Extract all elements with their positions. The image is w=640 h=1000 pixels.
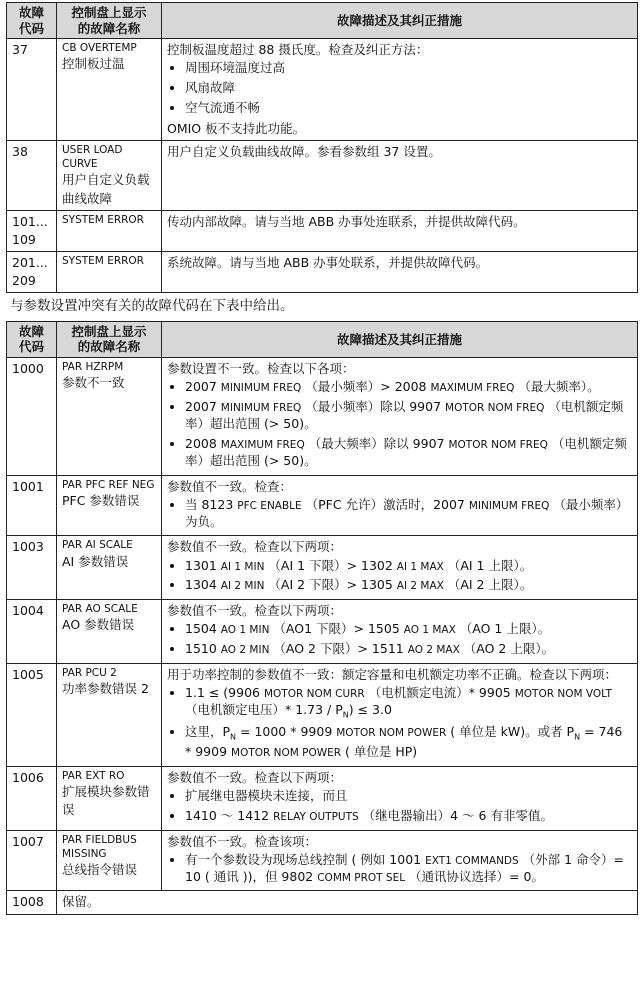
table-row	[7, 536, 638, 600]
fault-name-en: PAR EXT RO	[62, 769, 125, 782]
fault-code: 1008	[7, 891, 57, 914]
bullet-list	[167, 788, 632, 825]
fault-name	[57, 210, 162, 251]
fault-code: 1007	[7, 830, 57, 891]
table-row	[7, 39, 638, 141]
header-desc: 故障描述及其纠正措施	[162, 321, 638, 357]
header-desc: 故障描述及其纠正措施	[162, 3, 638, 39]
list-item: • 空气流通不畅	[185, 100, 632, 117]
fault-name	[57, 39, 162, 141]
fault-name-en: SYSTEM ERROR	[62, 254, 144, 267]
fault-name-en: CB OVERTEMP	[62, 42, 137, 55]
list-item: • 2007 MINIMUM FREQ （最小频率）除以 9907 MOTOR NOM FREQ （电机额定频率）超出范围 (> 50)。	[185, 399, 632, 433]
table-row	[7, 600, 638, 664]
section-intro-text: 与参数设置冲突有关的故障代码在下表中给出。	[10, 298, 294, 315]
fault-name-en: PAR FIELDBUS MISSING	[62, 833, 137, 860]
fault-name	[57, 766, 162, 830]
list-item-text: 1410 ～ 1412	[185, 807, 270, 823]
bullet-list	[167, 60, 632, 117]
fault-code: 1003	[7, 536, 57, 600]
header-name: 控制盘上显示 的故障名称	[57, 321, 162, 357]
desc-intro: 参数值不一致。检查以下两项：	[167, 539, 343, 555]
desc-intro: 参数值不一致。检查以下两项：	[167, 769, 343, 785]
fault-desc	[162, 600, 638, 664]
table-row	[7, 664, 638, 766]
list-item: • 风扇故障	[185, 80, 632, 97]
fault-desc	[162, 664, 638, 766]
table-row	[7, 358, 638, 476]
fault-name-en: SYSTEM ERROR	[62, 213, 144, 226]
list-item: • 扩展继电器模块未连接，而且	[185, 788, 632, 805]
desc-intro: 参数设置不一致。检查以下各项：	[167, 361, 355, 377]
fault-name	[57, 358, 162, 476]
fault-code: 1000	[7, 358, 57, 476]
fault-desc	[162, 39, 638, 141]
fault-desc: 系统故障。请与当地 ABB 办事处联系，并提供故障代码。	[162, 251, 638, 292]
list-item: • 2007 MINIMUM FREQ （最小频率）> 2008 MAXIMUM FREQ （最大频率）。	[185, 379, 632, 396]
list-item: • 这里，$P_N = 1000 * 9909$ MOTOR NOM POWER ( 单位是 kW)。或者 $P_N = 746 * 9909$ MOTOR NOM POWER ( 单位是 HP)	[185, 724, 632, 760]
fault-desc: 传动内部故障。请与当地 ABB 办事处连联系，并提供故障代码。	[162, 210, 638, 251]
list-item: • 2008 MAXIMUM FREQ （最大频率）除以 9907 MOTOR NOM FREQ （电机额定频率）超出范围 (> 50)。	[185, 436, 632, 470]
fault-name-cn: 总线指令错误	[62, 861, 138, 877]
desc-note: OMIO 板不支持此功能。	[167, 121, 306, 136]
fault-desc	[162, 536, 638, 600]
bullet-list	[167, 852, 632, 886]
header-name: 控制盘上显示 的故障名称	[57, 3, 162, 39]
fault-desc	[162, 475, 638, 536]
table-header	[7, 3, 638, 39]
desc-intro: 用于功率控制的参数值不一致：额定容量和电机额定功率不正确。检查以下两项：	[167, 667, 618, 683]
list-item: • 1510 AO 2 MIN （AO 2 下限）> 1511 AO 2 MAX （AO 2 上限）。	[185, 641, 632, 658]
fault-desc: 用户自定义负载曲线故障。参看参数组 37 设置。	[162, 141, 638, 211]
table-row	[7, 891, 638, 914]
fault-code: 201...209	[7, 251, 57, 292]
fault-name	[57, 475, 162, 536]
fault-name-cn: 扩展模块参数错误	[62, 783, 150, 817]
fault-code: 38	[7, 141, 57, 211]
table-row	[7, 251, 638, 292]
table-row	[7, 766, 638, 830]
table-header	[7, 321, 638, 357]
list-item: • 周围环境温度过高	[185, 60, 632, 77]
fault-desc	[162, 830, 638, 891]
fault-table-1	[6, 2, 638, 293]
fault-code: 101...109	[7, 210, 57, 251]
fault-code: 37	[7, 39, 57, 141]
list-item: • 1301 AI 1 MIN （AI 1 下限）> 1302 AI 1 MAX （AI 1 上限）。	[185, 558, 632, 575]
fault-name	[57, 830, 162, 891]
table-row	[7, 141, 638, 211]
list-item: • 当 8123 PFC ENABLE （PFC 允许）激活时，2007 MINIMUM FREQ （最小频率）为负。	[185, 497, 632, 531]
fault-name-cn: 功率参数错误 2	[62, 681, 149, 697]
bullet-list	[167, 685, 632, 760]
bullet-list	[167, 379, 632, 469]
desc-intro: 参数值不一致。检查：	[167, 478, 293, 494]
fault-name-cn: 参数不一致	[62, 375, 125, 391]
list-item	[185, 808, 632, 825]
fault-table-2	[6, 321, 638, 915]
fault-name-cn: AI 参数错误	[62, 553, 129, 569]
list-item: • 1304 AI 2 MIN （AI 2 下限）> 1305 AI 2 MAX （AI 2 上限）。	[185, 577, 632, 594]
fault-desc	[162, 358, 638, 476]
fault-name-cn: AO 参数错误	[62, 617, 135, 633]
bullet-list	[167, 558, 632, 595]
fault-name	[57, 600, 162, 664]
list-item: • 1504 AO 1 MIN （AO1 下限）> 1505 AO 1 MAX （AO 1 上限）。	[185, 621, 632, 638]
fault-code: 1005	[7, 664, 57, 766]
fault-desc	[162, 766, 638, 830]
table-row	[7, 475, 638, 536]
fault-code: 1004	[7, 600, 57, 664]
fault-name-en: PAR PCU 2	[62, 667, 117, 680]
fault-name-cn: 控制板过温	[62, 56, 125, 72]
desc-intro: 控制板温度超过 88 摄氏度。检查及纠正方法：	[167, 42, 429, 58]
list-item-tail: （继电器输出）4 ～ 6 有非零值。	[362, 807, 553, 823]
header-code: 故障 代码	[7, 321, 57, 357]
fault-name-cn: PFC 参数错误	[62, 492, 140, 508]
bullet-list	[167, 497, 632, 531]
fault-name	[57, 664, 162, 766]
list-item: • 有一个参数设为现场总线控制 ( 例如 1001 EXT1 COMMANDS （外部 1 命令）= 10 ( 通讯 ))，但 9802 COMM PROT SEL （通讯协议选择）= 0。	[185, 852, 632, 886]
fault-name	[57, 251, 162, 292]
bullet-list	[167, 621, 632, 658]
fault-name	[57, 141, 162, 211]
fault-name-en: PAR HZRPM	[62, 361, 124, 374]
list-item: • 1.1 ≤ (9906 MOTOR NOM CURR （电机额定电流）* 9905 MOTOR NOM VOLT （电机额定电压）* $1.73 / P_N) \le 3.0$	[185, 685, 632, 721]
table-row	[7, 210, 638, 251]
desc-intro: 参数值不一致。检查该项：	[167, 833, 318, 849]
fault-name-en: PAR AI SCALE	[62, 539, 133, 552]
fault-name-cn: 用户自定义负载曲线故障	[62, 172, 150, 206]
header-code: 故障 代码	[7, 3, 57, 39]
fault-desc: 保留。	[57, 891, 638, 914]
desc-intro: 参数值不一致。检查以下两项：	[167, 603, 343, 619]
table-row	[7, 830, 638, 891]
document-page	[6, 0, 638, 915]
fault-code: 1001	[7, 475, 57, 536]
fault-name	[57, 536, 162, 600]
fault-name-en: USER LOAD CURVE	[62, 144, 123, 171]
fault-code: 1006	[7, 766, 57, 830]
list-item-param: RELAY OUTPUTS	[273, 810, 359, 823]
fault-name-en: PAR AO SCALE	[62, 603, 138, 616]
fault-name-en: PAR PFC REF NEG	[62, 478, 155, 491]
